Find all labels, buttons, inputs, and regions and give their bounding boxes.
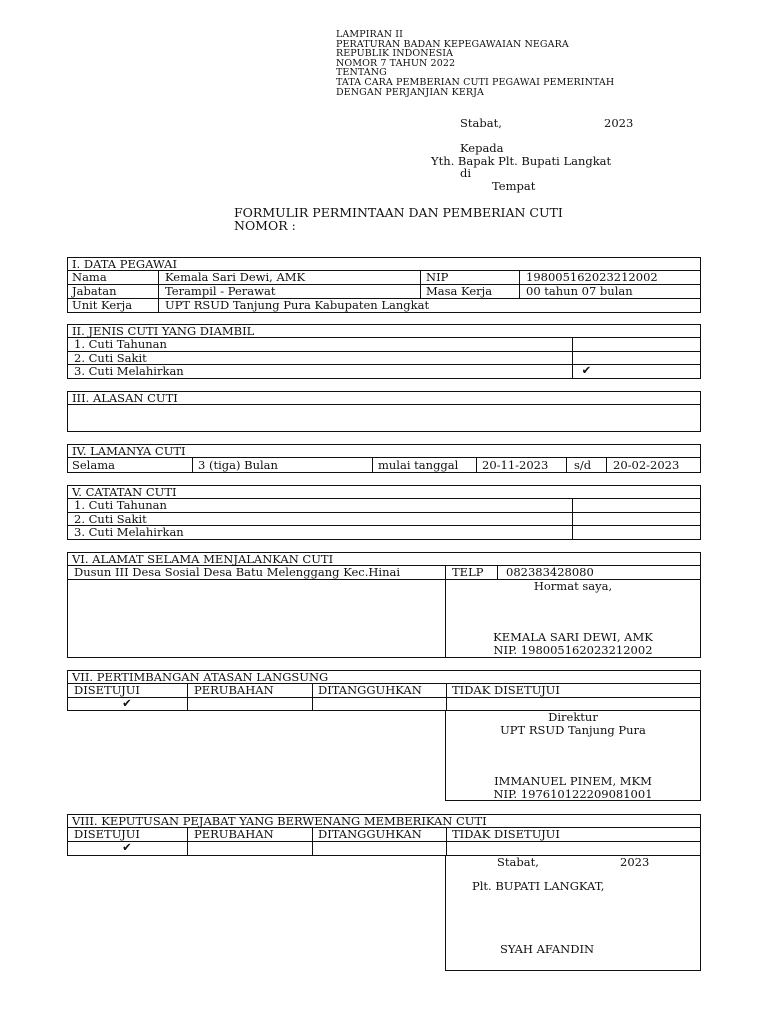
label-masa-kerja: Masa Kerja	[426, 284, 493, 298]
value-nip: 198005162023212002	[526, 270, 658, 284]
supervisor-title: Direktur	[548, 710, 598, 724]
value-masa-kerja: 00 tahun 07 bulan	[526, 284, 633, 298]
address-di: di	[460, 166, 472, 180]
value-telp: 082383428080	[506, 565, 594, 579]
header-line: TENTANG	[336, 67, 387, 79]
section-title: III. ALASAN CUTI	[72, 391, 178, 405]
label-nama: Nama	[72, 270, 107, 284]
label-jabatan: Jabatan	[72, 284, 117, 298]
header-line: REPUBLIK INDONESIA	[336, 48, 454, 60]
header-line: DENGAN PERJANJIAN KERJA	[336, 86, 485, 98]
col-tidak-disetujui: TIDAK DISETUJUI	[452, 683, 560, 697]
value-selama: 3 (tiga) Bulan	[198, 458, 278, 472]
check-icon: ✔	[122, 840, 132, 854]
col-perubahan: PERUBAHAN	[194, 683, 274, 697]
col-ditangguhkan: DITANGGUHKAN	[318, 683, 422, 697]
section-title: VI. ALAMAT SELAMA MENJALANKAN CUTI	[72, 552, 334, 566]
closing-greeting: Hormat saya,	[533, 579, 613, 593]
address-yth: Yth. Bapak Plt. Bupati Langkat	[431, 154, 612, 168]
section-title: IV. LAMANYA CUTI	[72, 444, 186, 458]
cuti-tahunan-label: 1. Cuti Tahunan	[74, 337, 167, 351]
address-kepada: Kepada	[460, 141, 504, 155]
value-sd: 20-02-2023	[613, 458, 680, 472]
col-ditangguhkan: DITANGGUHKAN	[318, 827, 422, 841]
col-tidak-disetujui: TIDAK DISETUJUI	[452, 827, 560, 841]
date-place: Stabat,	[460, 116, 502, 130]
regulation-header	[336, 30, 614, 97]
section-title: I. DATA PEGAWAI	[72, 257, 178, 271]
label-unit-kerja: Unit Kerja	[72, 298, 133, 312]
header-line: NOMOR 7 TAHUN 2022	[336, 57, 456, 69]
official-name: SYAH AFANDIN	[500, 942, 595, 956]
label-sd: s/d	[574, 458, 592, 472]
col-perubahan: PERUBAHAN	[194, 827, 274, 841]
address-tempat: Tempat	[492, 179, 536, 193]
supervisor-nip: NIP. 197610122209081001	[493, 787, 653, 801]
applicant-name: KEMALA SARI DEWI, AMK	[493, 630, 653, 644]
date-year: 2023	[604, 116, 634, 130]
section-title: II. JENIS CUTI YANG DIAMBIL	[72, 324, 255, 338]
label-selama: Selama	[72, 458, 115, 472]
form-number: NOMOR :	[234, 218, 296, 233]
label-mulai-tanggal: mulai tanggal	[378, 458, 459, 472]
value-jabatan: Terampil - Perawat	[165, 284, 276, 298]
supervisor-name: IMMANUEL PINEM, MKM	[494, 774, 652, 788]
form-title: FORMULIR PERMINTAAN DAN PEMBERIAN CUTI	[234, 205, 563, 220]
label-telp: TELP	[452, 565, 484, 579]
catatan-melahirkan-label: 3. Cuti Melahirkan	[74, 525, 184, 539]
supervisor-unit: UPT RSUD Tanjung Pura	[500, 723, 646, 737]
check-icon: ✔	[122, 696, 132, 710]
col-disetujui: DISETUJUI	[74, 683, 140, 697]
check-icon: ✔	[581, 363, 592, 377]
official-title: Plt. BUPATI LANGKAT,	[472, 879, 605, 893]
section-title: V. CATATAN CUTI	[72, 485, 177, 499]
header-line: TATA CARA PEMBERIAN CUTI PEGAWAI PEMERINTAH	[336, 76, 615, 88]
cuti-sakit-label: 2. Cuti Sakit	[74, 351, 147, 365]
label-nip: NIP	[426, 270, 449, 284]
value-nama: Kemala Sari Dewi, AMK	[165, 270, 306, 284]
value-unit-kerja: UPT RSUD Tanjung Pura Kabupaten Langkat	[165, 298, 430, 312]
applicant-nip: NIP. 198005162023212002	[493, 643, 653, 657]
leave-address: Dusun III Desa Sosial Desa Batu Melenggang Kec.Hinai	[74, 565, 401, 579]
cuti-melahirkan-label: 3. Cuti Melahirkan	[74, 364, 184, 378]
header-line: PERATURAN BADAN KEPEGAWAIAN NEGARA	[336, 38, 569, 50]
decision-place: Stabat,	[497, 855, 539, 869]
value-mulai-tanggal: 20-11-2023	[482, 458, 549, 472]
section-title: VIII. KEPUTUSAN PEJABAT YANG BERWENANG MEMBERIKAN CUTI	[72, 814, 487, 828]
catatan-tahunan-label: 1. Cuti Tahunan	[74, 498, 167, 512]
section-title: VII. PERTIMBANGAN ATASAN LANGSUNG	[72, 670, 329, 684]
header-line: LAMPIRAN II	[336, 29, 403, 40]
col-disetujui: DISETUJUI	[74, 827, 140, 841]
catatan-sakit-label: 2. Cuti Sakit	[74, 512, 147, 526]
decision-year: 2023	[620, 855, 650, 869]
